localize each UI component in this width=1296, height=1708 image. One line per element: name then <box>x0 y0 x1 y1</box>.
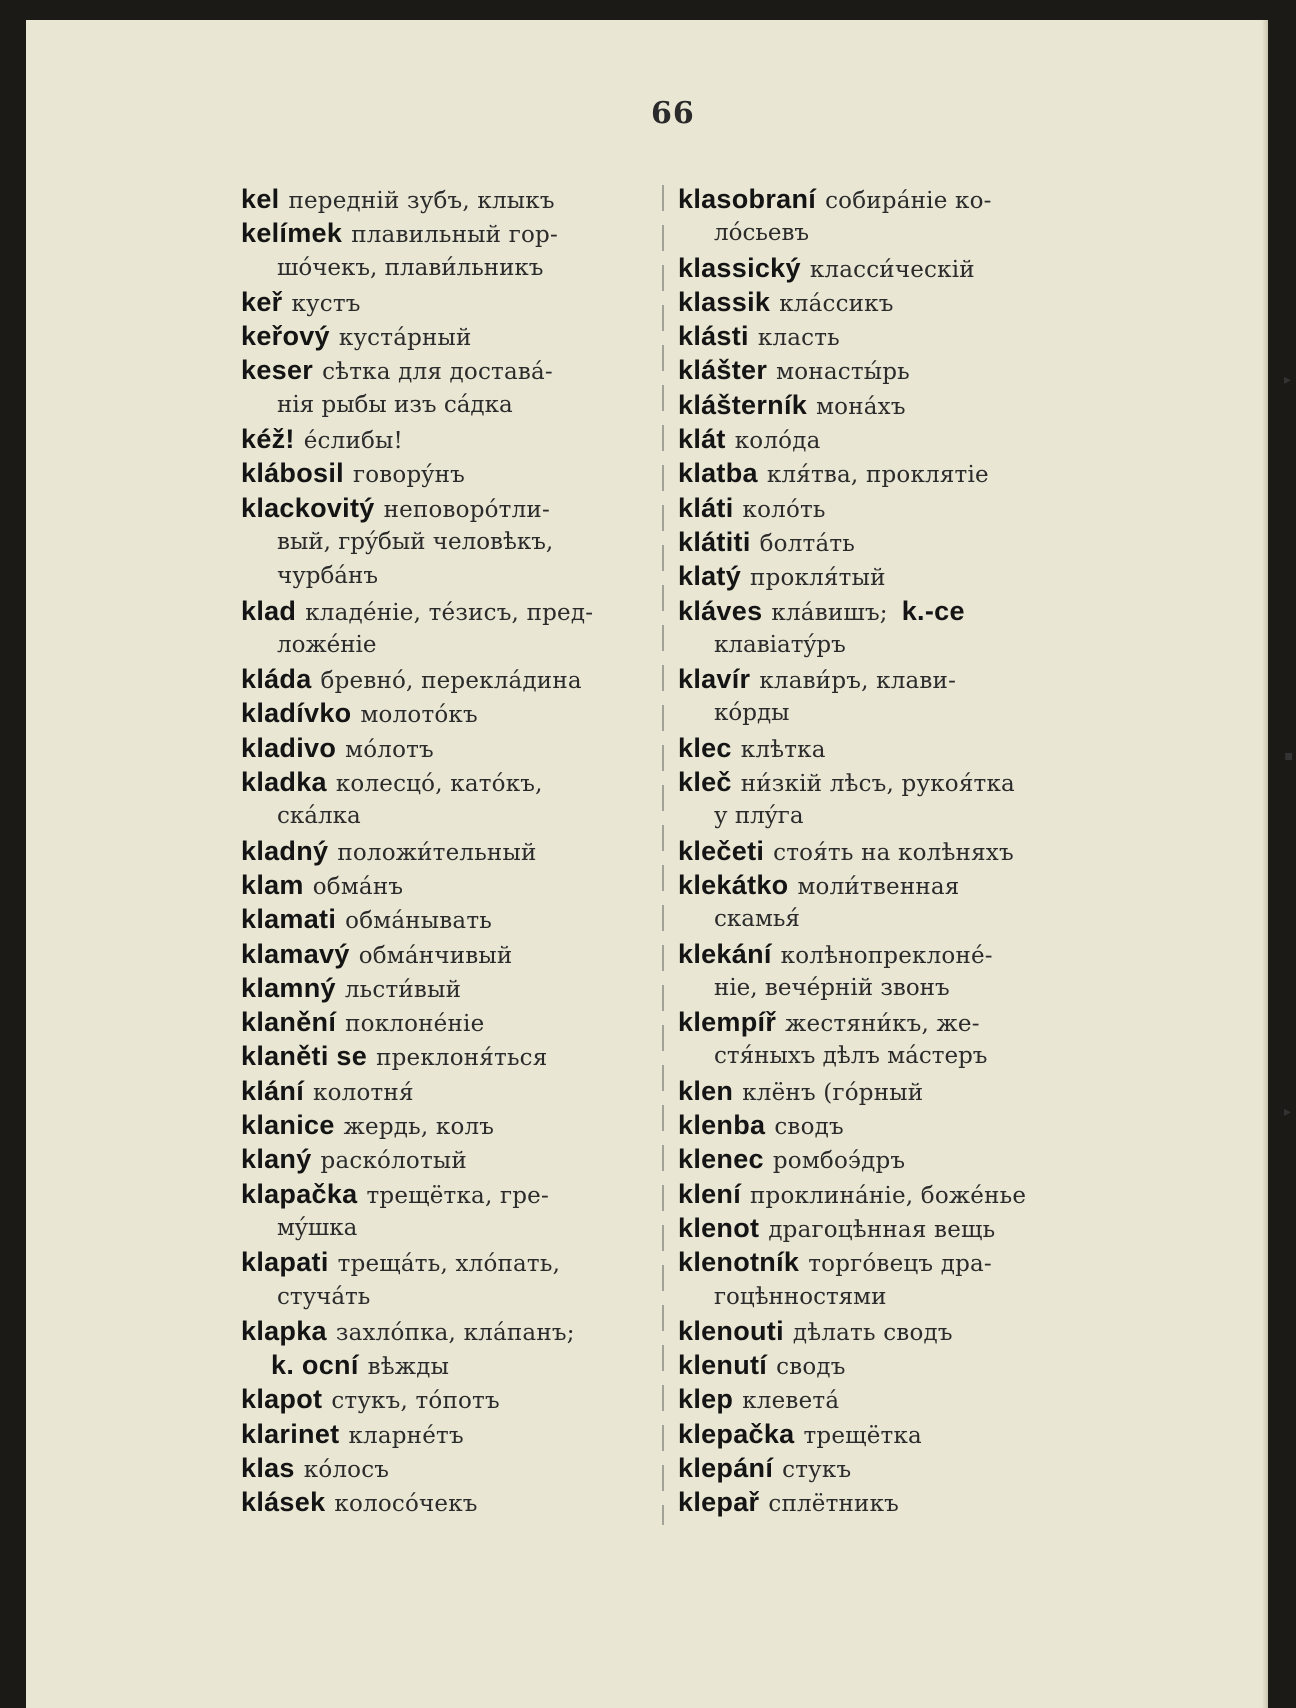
headword: kláda <box>241 664 312 695</box>
dictionary-entry <box>241 1417 671 1451</box>
headword: klam <box>241 869 304 900</box>
translation: сводъ <box>774 1114 844 1141</box>
entry-continuation <box>678 628 1108 662</box>
translation: кладéніе, тéзисъ, пред- <box>305 599 594 626</box>
translation: кустъ <box>291 290 361 317</box>
headword: klempíř <box>678 1007 777 1038</box>
entry-continuation <box>241 628 671 662</box>
headword: klavír <box>678 664 751 695</box>
dictionary-entry <box>678 491 1108 525</box>
translation-continuation: ніе, вечéрній звонъ <box>714 974 950 1001</box>
dictionary-entry <box>678 422 1108 456</box>
dictionary-entry <box>678 1382 1108 1416</box>
translation-continuation: стя́ныхъ дѣлъ мáстеръ <box>714 1043 988 1070</box>
dictionary-entry <box>241 594 671 628</box>
translation-continuation: нія рыбы изъ сáдка <box>277 391 513 418</box>
headword: kláti <box>678 492 734 523</box>
dictionary-entry <box>241 285 671 319</box>
dictionary-entry <box>241 1485 671 1519</box>
dictionary-entry <box>678 1108 1108 1142</box>
dictionary-entry <box>678 525 1108 559</box>
headword: klen <box>678 1075 734 1106</box>
dictionary-entry <box>678 182 1108 216</box>
translation: сѣтка для достава́- <box>322 359 553 386</box>
translation: моли́твенная <box>797 873 960 900</box>
headword: klapot <box>241 1384 323 1415</box>
dictionary-entry <box>241 765 671 799</box>
dictionary-entry <box>678 1348 1108 1382</box>
entry-continuation <box>678 1280 1108 1314</box>
dictionary-entry <box>678 1485 1108 1519</box>
headword: kéž! <box>241 424 295 455</box>
headword: klapati <box>241 1247 329 1278</box>
translation: прокля́тый <box>750 565 886 592</box>
left-column <box>241 182 671 1520</box>
dictionary-entry <box>678 1005 1108 1039</box>
dictionary-entry <box>241 491 671 525</box>
translation: жердь, колъ <box>343 1114 495 1141</box>
headword: klamný <box>241 972 336 1003</box>
translation: преклоня́ться <box>376 1045 548 1072</box>
headword-variant: k.-ce <box>901 595 965 626</box>
translation: класси́ческій <box>809 256 975 283</box>
translation: клави́ръ, клави- <box>759 668 957 695</box>
translation: вѣжды <box>367 1354 450 1381</box>
dictionary-page <box>26 20 1268 1708</box>
dictionary-entry <box>241 456 671 490</box>
headword: keser <box>241 355 314 386</box>
page-edge-shadow <box>1262 20 1268 1708</box>
translation: сводъ <box>776 1354 846 1381</box>
entry-continuation <box>241 559 671 593</box>
dictionary-entry <box>678 353 1108 387</box>
translation: положи́тельный <box>337 839 537 866</box>
headword: klátiti <box>678 526 751 557</box>
translation: стоя́ть на колѣняхъ <box>773 839 1014 866</box>
dictionary-entry <box>678 662 1108 696</box>
translation: кля́тва, проклятіе <box>766 462 989 489</box>
headword: klep <box>678 1384 734 1415</box>
headword: klackovitý <box>241 492 375 523</box>
entry-continuation <box>678 1039 1108 1073</box>
dictionary-entry <box>241 731 671 765</box>
translation: ни́зкій лѣсъ, рукоя́тка <box>740 771 1015 798</box>
entry-continuation <box>241 1211 671 1245</box>
dictionary-entry <box>678 834 1108 868</box>
dictionary-entry <box>678 388 1108 422</box>
translation: обмáнчивый <box>358 942 513 969</box>
headword: kladka <box>241 767 327 798</box>
margin-mark: ▸ <box>1284 372 1292 388</box>
dictionary-entry <box>241 662 671 696</box>
dictionary-entry <box>678 1417 1108 1451</box>
headword: klepačka <box>678 1418 795 1449</box>
translation: трещётка <box>803 1422 922 1449</box>
headword: klec <box>678 732 732 763</box>
translation-continuation: ложéніе <box>277 631 377 658</box>
dictionary-entry <box>678 319 1108 353</box>
dictionary-entry <box>241 937 671 971</box>
translation-continuation: кóрды <box>714 700 790 727</box>
dictionary-entry <box>241 216 671 250</box>
headword: klát <box>678 424 726 455</box>
headword: klasobraní <box>678 184 817 214</box>
headword: klení <box>678 1178 742 1209</box>
dictionary-entry <box>678 456 1108 490</box>
translation: стукъ <box>782 1456 852 1483</box>
headword: klamavý <box>241 938 350 969</box>
entry-continuation <box>241 1280 671 1314</box>
translation: кустáрный <box>338 325 472 352</box>
dictionary-entry <box>678 731 1108 765</box>
dictionary-entry <box>241 1177 671 1211</box>
dictionary-entry <box>241 1451 671 1485</box>
entry-continuation <box>678 216 1108 250</box>
headword: klásti <box>678 321 749 352</box>
page-number: 66 <box>651 96 695 131</box>
translation-continuation: скáлка <box>277 803 361 830</box>
headword: kel <box>241 184 280 214</box>
margin-mark: ▪ <box>1284 748 1294 764</box>
translation: плавильный гор- <box>351 222 558 249</box>
translation: сплётникъ <box>768 1491 899 1518</box>
translation: собирáніе ко- <box>825 188 992 214</box>
headword: klekání <box>678 938 772 969</box>
dictionary-entry <box>241 182 671 216</box>
translation-continuation: лóсьевъ <box>714 220 810 247</box>
translation-continuation: стучáть <box>277 1283 371 1310</box>
headword: klenouti <box>678 1315 784 1346</box>
entry-continuation <box>241 525 671 559</box>
translation: клеветá <box>742 1388 840 1415</box>
dictionary-entry <box>241 1314 671 1348</box>
headword: klenot <box>678 1212 760 1243</box>
headword: klas <box>241 1452 295 1483</box>
headword: klassik <box>678 286 771 317</box>
dictionary-entry <box>241 353 671 387</box>
translation: класть <box>757 325 840 352</box>
headword: klenotník <box>678 1247 800 1278</box>
translation: кларнéтъ <box>348 1422 464 1449</box>
translation: жестяни́къ, же- <box>785 1011 980 1038</box>
headword: klanice <box>241 1110 335 1141</box>
dictionary-entry <box>678 1451 1108 1485</box>
translation-continuation: скамья́ <box>714 906 800 933</box>
translation: колотня́ <box>313 1079 414 1106</box>
translation: раскóлотый <box>320 1148 467 1175</box>
dictionary-entry <box>241 1005 671 1039</box>
dictionary-entry <box>678 251 1108 285</box>
headword: kladivo <box>241 732 337 763</box>
entry-continuation <box>678 799 1108 833</box>
dictionary-entry <box>241 1108 671 1142</box>
translation-continuation: гоцѣнностями <box>714 1283 887 1310</box>
translation-continuation: шóчекъ, плави́льникъ <box>277 254 544 281</box>
dictionary-entry <box>678 1245 1108 1279</box>
dictionary-entry <box>241 422 671 456</box>
headword: klapačka <box>241 1178 358 1209</box>
entry-continuation <box>241 251 671 285</box>
translation: обмáнъ <box>312 873 404 900</box>
headword: kláves <box>678 595 763 626</box>
entry-continuation <box>241 799 671 833</box>
headword: k. ocní <box>271 1350 359 1381</box>
translation: драгоцѣнная вещь <box>768 1216 996 1243</box>
translation: трещётка, гре- <box>366 1182 549 1209</box>
dictionary-entry <box>678 765 1108 799</box>
entry-continuation <box>678 696 1108 730</box>
headword: kladný <box>241 835 329 866</box>
dictionary-entry <box>241 1348 671 1382</box>
translation: передній зубъ, клыкъ <box>288 188 555 214</box>
dictionary-entry <box>241 971 671 1005</box>
headword: klečeti <box>678 835 765 866</box>
entry-continuation <box>678 902 1108 936</box>
translation-continuation: чурбáнъ <box>277 563 378 590</box>
headword: klepání <box>678 1452 774 1483</box>
dictionary-entry <box>678 1314 1108 1348</box>
headword: klatý <box>678 561 742 592</box>
translation: говорýнъ <box>352 462 465 489</box>
dictionary-entry <box>678 559 1108 593</box>
dictionary-entry <box>241 868 671 902</box>
headword: klad <box>241 595 297 626</box>
headword: kladívko <box>241 698 352 729</box>
dictionary-entry <box>678 1177 1108 1211</box>
translation: торгóвецъ дра- <box>808 1251 992 1278</box>
translation: поклонéніе <box>345 1011 485 1038</box>
dictionary-entry <box>241 1142 671 1176</box>
headword: klášter <box>678 355 768 386</box>
entry-continuation <box>678 971 1108 1005</box>
translation: монасты́рь <box>776 359 910 386</box>
translation: клáвишъ; <box>771 599 888 626</box>
headword: klamati <box>241 904 337 935</box>
translation: колесцó, катóкъ, <box>335 771 543 798</box>
translation-continuation: у плýга <box>714 803 804 830</box>
headword: klenutí <box>678 1350 768 1381</box>
translation: клáссикъ <box>779 290 894 317</box>
headword: klassický <box>678 252 801 283</box>
dictionary-entry <box>678 1142 1108 1176</box>
translation: колóть <box>742 496 826 523</box>
translation: неповорóтли- <box>383 496 550 523</box>
translation: захлóпка, клáпанъ; <box>335 1319 575 1346</box>
dictionary-entry <box>241 696 671 730</box>
headword: klášterník <box>678 389 808 420</box>
translation: ромбоэ́дръ <box>772 1148 906 1175</box>
dictionary-entry <box>241 1039 671 1073</box>
translation: клѣтка <box>740 736 826 763</box>
translation: клёнъ (гóрный <box>742 1079 924 1106</box>
headword: klanění <box>241 1007 337 1038</box>
translation: éслибы! <box>303 428 403 455</box>
dictionary-entry <box>678 868 1108 902</box>
right-column <box>678 182 1108 1520</box>
headword: klarinet <box>241 1418 340 1449</box>
translation: монáхъ <box>816 393 906 420</box>
headword: klekátko <box>678 869 789 900</box>
dictionary-entry <box>241 319 671 353</box>
dictionary-entry <box>241 834 671 868</box>
headword: klání <box>241 1075 305 1106</box>
dictionary-entry <box>241 902 671 936</box>
headword: kleč <box>678 767 732 798</box>
translation: колóда <box>734 428 821 455</box>
headword: kelímek <box>241 218 343 249</box>
translation-continuation: клавіатýръ <box>714 631 846 658</box>
headword: keřový <box>241 321 330 352</box>
translation: колосóчекъ <box>334 1491 478 1518</box>
dictionary-entry <box>241 1245 671 1279</box>
dictionary-entry <box>678 937 1108 971</box>
headword: keř <box>241 286 283 317</box>
translation: дѣлать сводъ <box>792 1319 953 1346</box>
translation: трещáть, хлóпать, <box>337 1251 561 1278</box>
headword: klábosil <box>241 458 344 489</box>
entry-continuation <box>241 388 671 422</box>
dictionary-entry <box>678 594 1108 628</box>
translation: льсти́вый <box>344 976 462 1003</box>
translation-continuation: мýшка <box>277 1214 358 1241</box>
headword: klapka <box>241 1315 327 1346</box>
dictionary-entry <box>678 1074 1108 1108</box>
translation: колѣнопреклонé- <box>780 942 993 969</box>
translation: болтáть <box>759 530 856 557</box>
translation: кóлосъ <box>303 1456 390 1483</box>
translation: мóлотъ <box>345 736 434 763</box>
headword: klaněti se <box>241 1041 368 1072</box>
translation: бревнó, переклáдина <box>320 668 582 695</box>
translation: стукъ, тóпотъ <box>331 1388 500 1415</box>
dictionary-entry <box>678 285 1108 319</box>
headword: klatba <box>678 458 758 489</box>
margin-mark: ▸ <box>1284 1104 1292 1120</box>
headword: klenec <box>678 1144 764 1175</box>
translation: проклинáніе, божéнье <box>750 1182 1027 1209</box>
translation: молотóкъ <box>360 702 478 729</box>
headword: klenba <box>678 1110 766 1141</box>
dictionary-entry <box>241 1074 671 1108</box>
dictionary-entry <box>241 1382 671 1416</box>
translation: обмáнывать <box>345 908 492 935</box>
headword: klepař <box>678 1487 760 1518</box>
headword: klásek <box>241 1487 326 1518</box>
headword: klaný <box>241 1144 312 1175</box>
translation-continuation: вый, грýбый человѣкъ, <box>277 528 554 555</box>
dictionary-entry <box>678 1211 1108 1245</box>
